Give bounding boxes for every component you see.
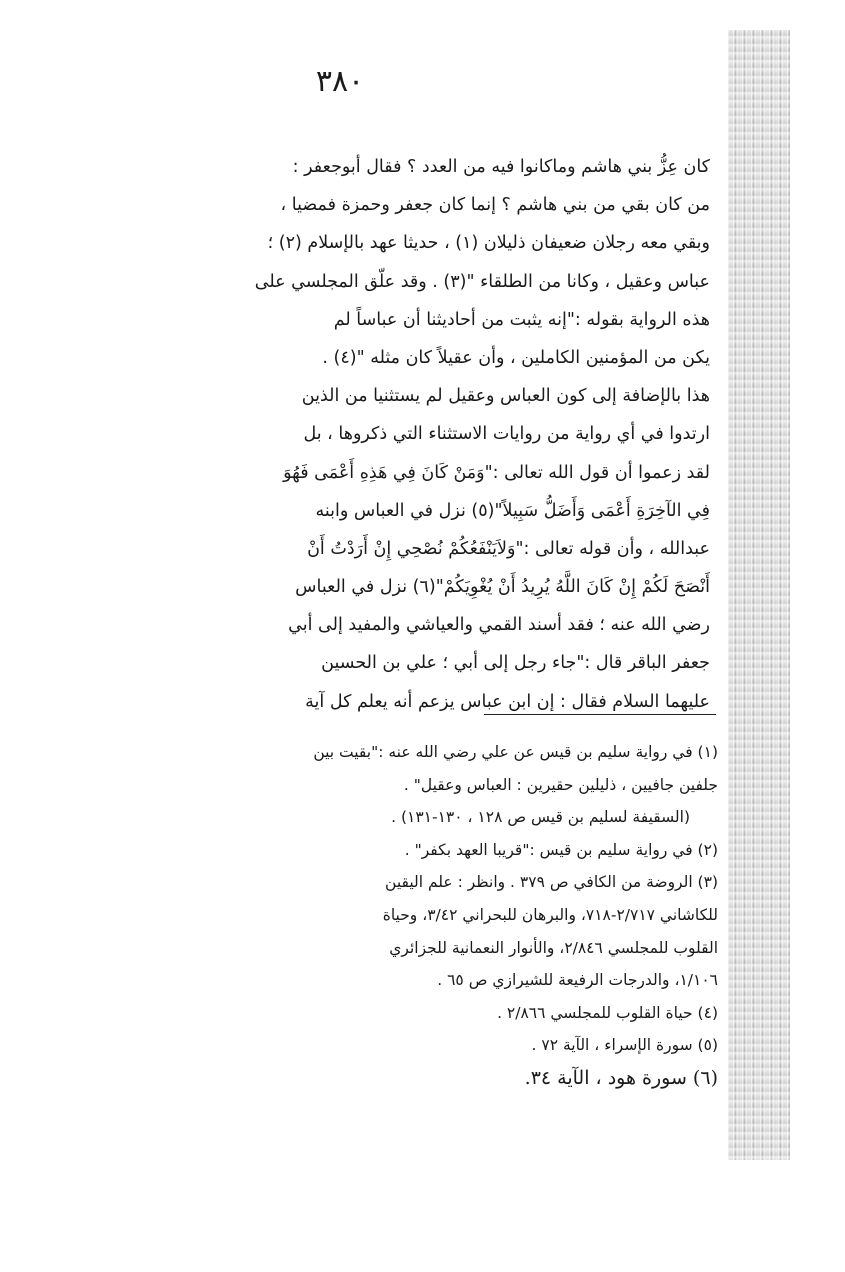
body-line: ارتدوا في أي رواية من روايات الاستثناء التي ذكروها ، بل bbox=[303, 424, 710, 445]
body-line: كان عِزُّ بني هاشم وماكانوا فيه من العدد ؟ فقال أبوجعفر : bbox=[292, 157, 710, 177]
body-line: لقد زعموا أن قول الله تعالى :"وَمَنْ كَانَ فِي هَذِهِ أَعْمَى فَهُوَ bbox=[283, 462, 710, 483]
footnote-line: (السقيفة لسليم بن قيس ص ١٢٨ ، ١٣٠-١٣١) . bbox=[391, 808, 690, 827]
footnote-line: (٣) الروضة من الكافي ص ٣٧٩ . وانظر : علم اليقين bbox=[385, 873, 718, 892]
body-line: عليهما السلام فقال : إن ابن عباس يزعم أنه يعلم كل آية bbox=[305, 691, 710, 712]
body-line: هذا بالإضافة إلى كون العباس وعقيل لم يستثنيا من الذين bbox=[301, 386, 710, 407]
footnote-line: للكاشاني ٢/٧١٧-٧١٨، والبرهان للبحراني ٣/٤٢، وحياة bbox=[382, 905, 718, 924]
body-line: أَنْصَحَ لَكُمْ إِنْ كَانَ اللَّهُ يُرِيدُ أَنْ يُغْوِيَكُمْ"(٦) نزل في العباس bbox=[295, 577, 710, 598]
page-number: ٣٨٠ bbox=[315, 64, 365, 99]
body-line: هذه الرواية بقوله :"إنه يثبت من أحاديثنا أن عباساً لم bbox=[333, 309, 710, 330]
scan-binding-edge bbox=[728, 30, 790, 1160]
footnotes bbox=[138, 736, 718, 1095]
footnote-line: (١) في رواية سليم بن قيس عن علي رضي الله عنه :"بقيت بين bbox=[313, 743, 718, 761]
body-line: فِي الآخِرَةِ أَعْمَى وَأَضَلُّ سَبِيلاً"(٥) نزل في العباس وابنه bbox=[315, 500, 710, 521]
body-line: وبقي معه رجلان ضعيفان ذليلان (١) ، حديثا عهد بالإسلام (٢) ؛ bbox=[267, 233, 710, 254]
footnote-line: (٢) في رواية سليم بن قيس :"قريبا العهد بكفر" . bbox=[404, 840, 718, 859]
footnote-line: جلفين جافيين ، ذليلين حقيرين : العباس وعقيل" . bbox=[403, 775, 718, 794]
footnote-separator bbox=[484, 714, 716, 715]
footnote-line: القلوب للمجلسي ٢/٨٤٦، والأنوار النعمانية للجزائري bbox=[389, 938, 718, 957]
footnote-line: ١/١٠٦، والدرجات الرفيعة للشيرازي ص ٦٥ . bbox=[437, 971, 718, 990]
footnote-line: (٦) سورة هود ، الآية ٣٤. bbox=[524, 1066, 718, 1089]
body-line: رضي الله عنه ؛ فقد أسند القمي والعياشي والمفيد إلى أبي bbox=[288, 615, 710, 636]
footnote-line: (٤) حياة القلوب للمجلسي ٢/٨٦٦ . bbox=[497, 1003, 718, 1022]
body-line: عبدالله ، وأن قوله تعالى :"وَلاَيَنْفَعُكُمْ نُصْحِي إِنْ أَرَدْتُ أَنْ bbox=[307, 538, 710, 559]
body-line: من كان بقي من بني هاشم ؟ إنما كان جعفر وحمزة فمضيا ، bbox=[280, 195, 710, 216]
footnote-line: (٥) سورة الإسراء ، الآية ٧٢ . bbox=[531, 1036, 718, 1055]
body-line: عباس وعقيل ، وكانا من الطلقاء "(٣) . وقد علّق المجلسي على bbox=[254, 271, 710, 292]
body-text bbox=[138, 148, 710, 721]
body-line: يكن من المؤمنين الكاملين ، وأن عقيلاً كان مثله "(٤) . bbox=[322, 347, 710, 368]
body-line: جعفر الباقر قال :"جاء رجل إلى أبي ؛ علي بن الحسين bbox=[321, 653, 710, 674]
